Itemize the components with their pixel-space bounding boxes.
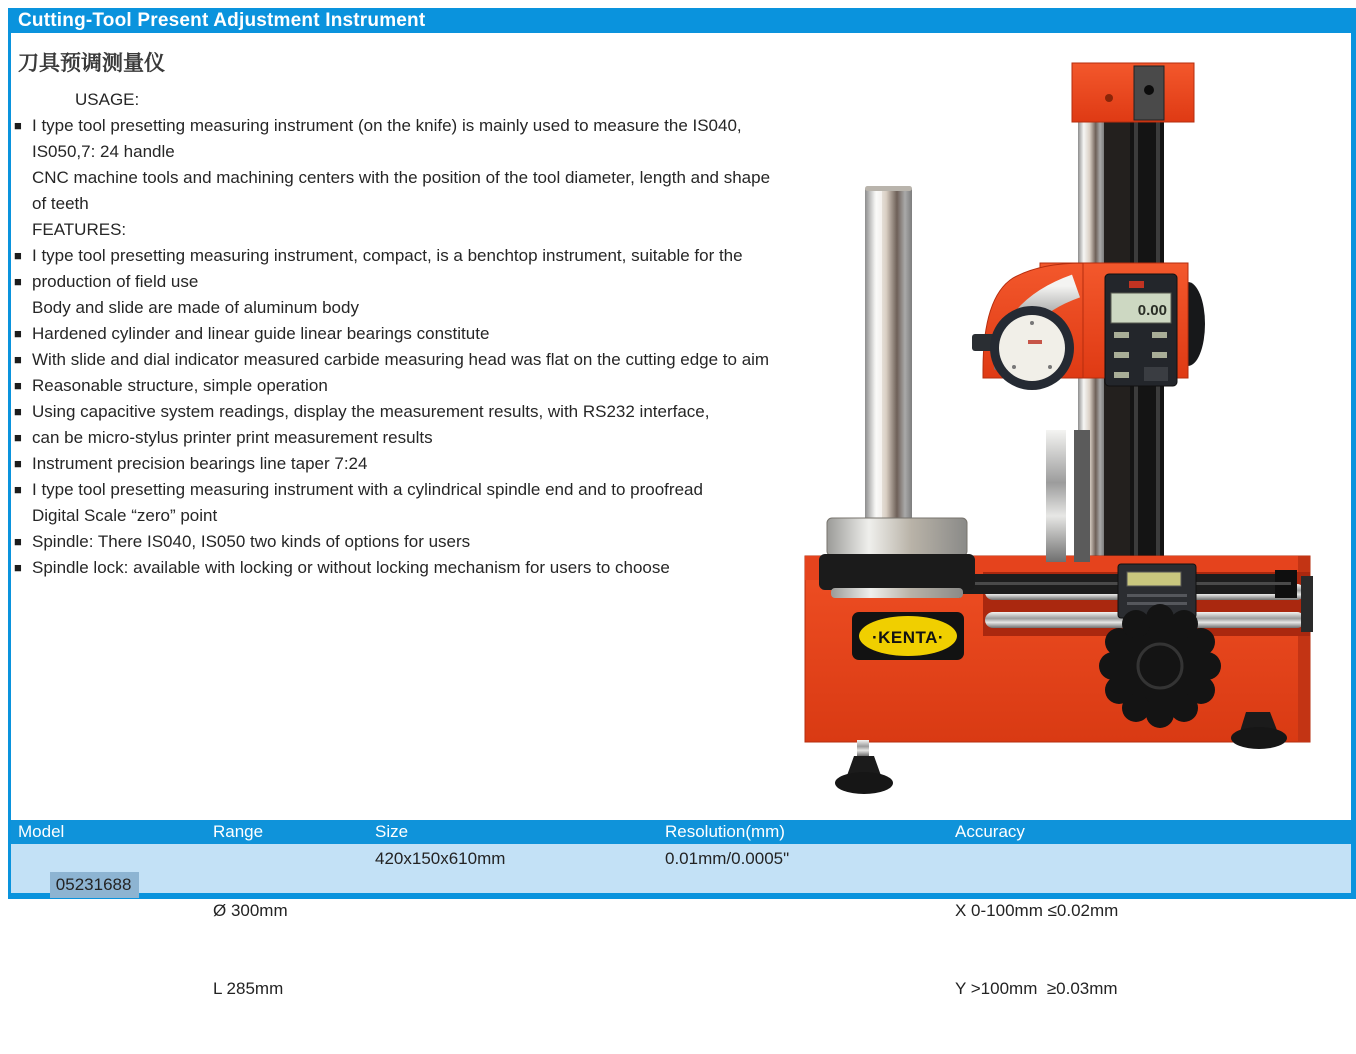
list-line: Digital Scale “zero” point	[32, 506, 218, 525]
feature-list	[11, 87, 771, 581]
bullet-icon: ■	[14, 378, 22, 393]
bullet-icon: ■	[14, 274, 22, 289]
list-line	[11, 217, 771, 243]
col-range: Range	[213, 822, 264, 841]
col-model: Model	[18, 822, 65, 841]
resolution-cell: 0.01mm/0.0005"	[665, 849, 790, 868]
column-top-cap	[1072, 63, 1194, 122]
list-line: ■ Hardened cylinder and linear guide linear bearings constitute	[11, 321, 771, 347]
bullet-icon: ■	[14, 326, 22, 341]
list-line: CNC machine tools and machining centers with the position of the tool diameter, length and shape of teeth	[32, 168, 771, 213]
usage-label: USAGE:	[75, 90, 140, 109]
vertical-readout	[1105, 274, 1177, 386]
bullet-icon: ■	[14, 430, 22, 445]
list-line: ■ Reasonable structure, simple operation	[11, 373, 771, 399]
list-line: ■ Using capacitive system readings, display the measurement results, with RS232 interface,	[11, 399, 771, 425]
chinese-title: 刀具预调测量仪	[18, 52, 165, 75]
product-photo	[778, 52, 1338, 807]
support-rod	[1046, 430, 1066, 562]
list-line: ■ I type tool presetting measuring instrument, compact, is a benchtop instrument, suitable for the	[11, 243, 771, 269]
spec-table-row	[11, 844, 1351, 998]
spindle-base-discs	[819, 518, 975, 598]
list-line: ■ I type tool presetting measuring instrument (on the knife) is mainly used to measure the IS040, IS050,7: 24 handle	[11, 113, 771, 165]
kenta-logo-text: ·KENTA·	[871, 628, 945, 647]
page-title-bar	[8, 8, 1356, 33]
bullet-icon: ■	[14, 352, 22, 367]
lcd-value: 0.00	[1137, 302, 1167, 319]
bullet-icon: ■	[14, 482, 22, 497]
features-label: FEATURES:	[32, 220, 127, 239]
spindle-cylinder	[865, 186, 912, 526]
kenta-logo	[852, 612, 964, 660]
page-title: Cutting-Tool Present Adjustment Instrument	[18, 10, 426, 31]
spec-table-header	[11, 820, 1351, 844]
accuracy-cell: X 0-100mm ≤0.02mm Y >100mm ≥0.03mm	[955, 901, 1119, 998]
list-line: ■ production of field use	[11, 269, 771, 295]
size-cell: 420x150x610mm	[375, 849, 506, 868]
model-value: 05231688	[50, 872, 140, 898]
list-line: Body and slide are made of aluminum body	[32, 298, 359, 317]
list-line: ■ With slide and dial indicator measured carbide measuring head was flat on the cutting edge to aim	[11, 347, 771, 373]
bullet-icon: ■	[14, 560, 22, 575]
bullet-icon: ■	[14, 118, 22, 133]
bullet-icon: ■	[14, 456, 22, 471]
range-cell: Ø 300mm L 285mm	[213, 901, 288, 998]
left-foot	[835, 740, 893, 794]
bullet-icon: ■	[14, 248, 22, 263]
spec-table	[11, 820, 1351, 998]
bullet-icon: ■	[14, 534, 22, 549]
col-size: Size	[375, 822, 409, 841]
list-line: ■ can be micro-stylus printer print measurement results	[11, 425, 771, 451]
bullet-icon: ■	[14, 404, 22, 419]
col-resolution: Resolution(mm)	[665, 822, 785, 841]
col-accuracy: Accuracy	[955, 822, 1025, 841]
list-line: ■ I type tool presetting measuring instrument with a cylindrical spindle end and to proofread	[11, 477, 771, 503]
content-frame	[8, 33, 1356, 998]
support-rod	[1074, 430, 1090, 562]
list-line: ■ Spindle lock: available with locking or without locking mechanism for users to choose	[11, 555, 771, 581]
measuring-carriage	[972, 263, 1205, 390]
readout-red-button	[1129, 281, 1144, 288]
list-line: ■ Instrument precision bearings line taper 7:24	[11, 451, 771, 477]
list-line	[11, 87, 771, 113]
list-line: ■ Spindle: There IS040, IS050 two kinds of options for users	[11, 529, 771, 555]
model-cell	[18, 846, 213, 1054]
